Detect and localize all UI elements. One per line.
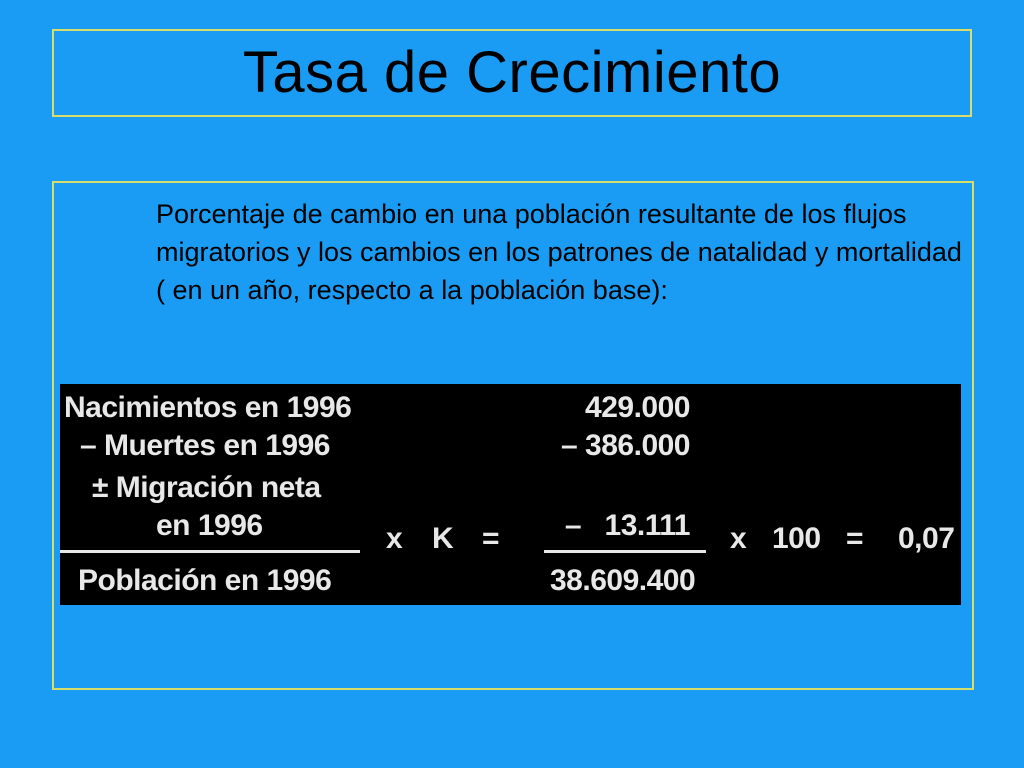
equals-sign-1: = (482, 522, 500, 555)
multiply-sign-2: x (730, 522, 747, 555)
title-box (52, 29, 972, 117)
slide-title: Tasa de Crecimiento (242, 39, 782, 105)
body-text: Porcentaje de cambio en una población resultante de los flujos migratorios y los cambios en los patrones de natalidad y mortalidad ( en un año, respecto a la población base): (156, 199, 962, 305)
numerator-value-line-2: – 386.000 (561, 429, 690, 462)
equals-sign-2: = (846, 522, 864, 555)
left-fraction-bar (60, 550, 360, 553)
result-value: 0,07 (898, 522, 955, 555)
formula-panel (60, 384, 961, 605)
multiply-sign-1: x (386, 522, 403, 555)
numerator-value-line-1: 429.000 (585, 391, 690, 424)
numerator-label-line-1: Nacimientos en 1996 (64, 391, 352, 424)
denominator-label: Población en 1996 (78, 564, 332, 597)
numerator-label-line-4: en 1996 (156, 509, 263, 542)
numerator-label-line-2: – Muertes en 1996 (80, 429, 330, 462)
constant-k: K (432, 522, 454, 555)
numerator-value-line-3: – 13.111 (564, 509, 690, 542)
numerator-label-line-3: ± Migración neta (92, 471, 321, 504)
right-fraction-bar (544, 550, 706, 553)
hundred-factor: 100 (772, 522, 821, 555)
denominator-value: 38.609.400 (550, 564, 696, 597)
